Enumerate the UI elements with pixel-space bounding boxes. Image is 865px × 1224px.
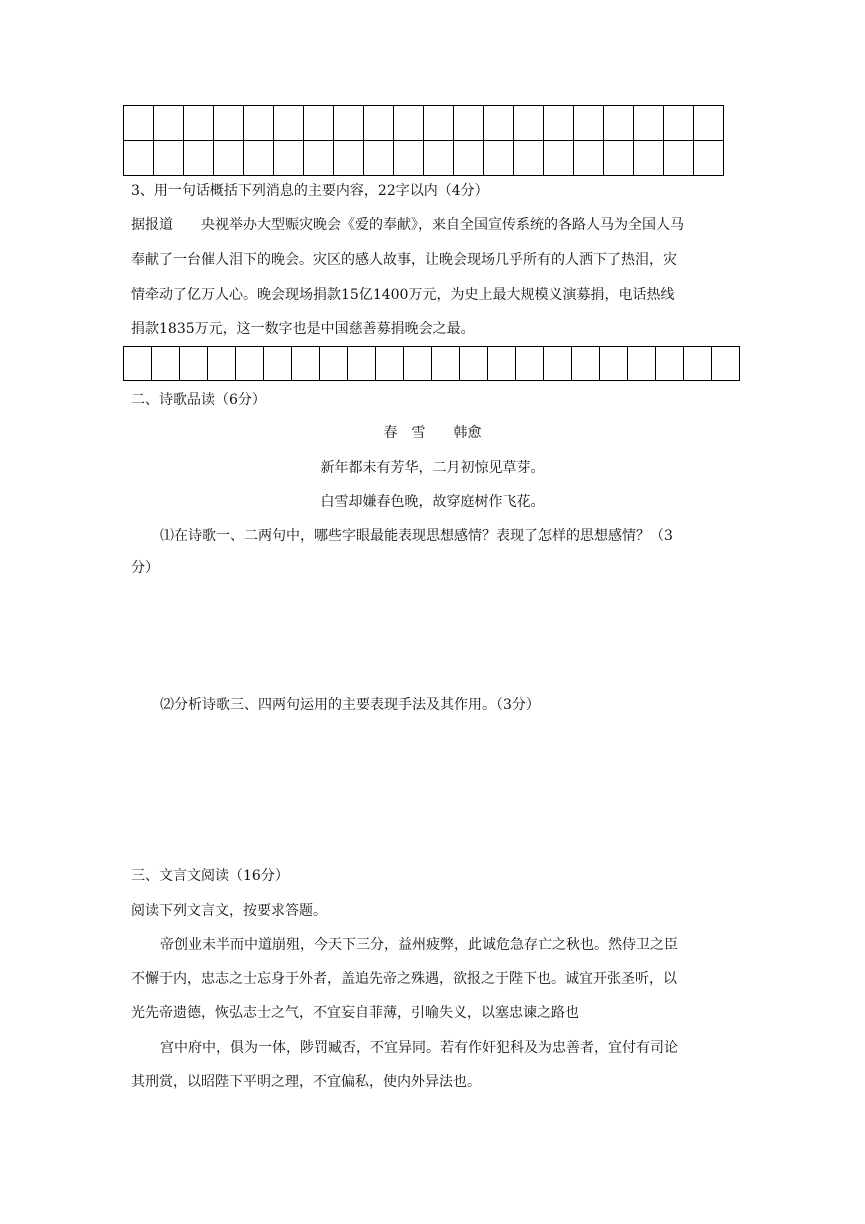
answer-cell: [484, 141, 514, 176]
poem-question-1-line-2: 分）: [131, 560, 159, 576]
answer-cell: [214, 141, 244, 176]
grid-row: [124, 106, 724, 141]
grid-row: [124, 141, 724, 176]
grid-row: [124, 347, 740, 381]
answer-cell: [404, 347, 432, 381]
answer-cell: [274, 106, 304, 141]
answer-cell: [544, 141, 574, 176]
answer-cell: [604, 106, 634, 141]
answer-cell: [664, 141, 694, 176]
answer-cell: [488, 347, 516, 381]
classical-text-line-4: 宫中府中，俱为一体，陟罚臧否，不宜异同。若有作奸犯科及为忠善者，宜付有司论: [160, 1040, 678, 1056]
answer-cell: [304, 106, 334, 141]
answer-cell: [424, 141, 454, 176]
classical-text-line-2: 不懈于内，忠志之士忘身于外者，盖追先帝之殊遇，欲报之于陛下也。诚宜开张圣听，以: [131, 971, 677, 987]
answer-cell: [684, 347, 712, 381]
answer-grid-q3: [123, 346, 740, 381]
answer-cell: [394, 141, 424, 176]
answer-cell: [484, 106, 514, 141]
q3-text-line-2: 奉献了一台催人泪下的晚会。灾区的感人故事，让晚会现场几乎所有的人洒下了热泪，灾: [131, 252, 677, 268]
answer-cell: [454, 141, 484, 176]
answer-cell: [604, 141, 634, 176]
answer-cell: [274, 141, 304, 176]
classical-text-line-3: 光先帝遗德，恢弘志士之气，不宜妄自菲薄，引喻失义，以塞忠谏之路也: [131, 1005, 579, 1021]
poem-section-heading: 二、诗歌品读（6分）: [131, 392, 266, 408]
answer-cell: [460, 347, 488, 381]
poem-verse-1: 新年都未有芳华，二月初惊见草芽。: [320, 460, 545, 476]
answer-cell: [656, 347, 684, 381]
answer-cell: [574, 106, 604, 141]
answer-cell: [664, 106, 694, 141]
classical-section-heading: 三、文言文阅读（16分）: [131, 868, 289, 884]
answer-cell: [208, 347, 236, 381]
answer-cell: [634, 106, 664, 141]
classical-instruction: 阅读下列文言文，按要求答题。: [131, 903, 327, 919]
answer-cell: [244, 141, 274, 176]
answer-cell: [634, 141, 664, 176]
poem-title: 春 雪 韩愈: [383, 425, 482, 441]
answer-cell: [544, 347, 572, 381]
answer-cell: [572, 347, 600, 381]
answer-cell: [264, 347, 292, 381]
answer-cell: [348, 347, 376, 381]
answer-cell: [514, 141, 544, 176]
answer-cell: [694, 106, 724, 141]
answer-cell: [184, 141, 214, 176]
answer-cell: [574, 141, 604, 176]
answer-cell: [214, 106, 244, 141]
answer-cell: [184, 106, 214, 141]
poem-verse-2: 白雪却嫌春色晚，故穿庭树作飞花。: [320, 494, 545, 510]
q3-text-line-3: 情牵动了亿万人心。晚会现场捐款15亿1400万元，为史上最大规模义演募捐，电话热线: [131, 287, 675, 303]
answer-cell: [124, 347, 152, 381]
answer-cell: [180, 347, 208, 381]
q3-text-line-4: 捐款1835万元，这一数字也是中国慈善募捐晚会之最。: [131, 321, 475, 337]
answer-cell: [454, 106, 484, 141]
answer-cell: [628, 347, 656, 381]
q3-text-line-1: 据报道 央视举办大型赈灾晚会《爱的奉献》，来自全国宣传系统的各路人马为全国人马: [131, 217, 684, 233]
answer-cell: [514, 106, 544, 141]
answer-cell: [516, 347, 544, 381]
answer-cell: [376, 347, 404, 381]
q3-heading: 3、用一句话概括下列消息的主要内容，22字以内（4分）: [131, 183, 489, 199]
answer-cell: [334, 141, 364, 176]
answer-cell: [304, 141, 334, 176]
answer-cell: [334, 106, 364, 141]
answer-cell: [712, 347, 740, 381]
answer-cell: [292, 347, 320, 381]
poem-question-1-line-1: ⑴在诗歌一、二两句中，哪些字眼最能表现思想感情？表现了怎样的思想感情？（3: [160, 528, 673, 544]
answer-cell: [236, 347, 264, 381]
answer-cell: [124, 106, 154, 141]
answer-cell: [424, 106, 454, 141]
answer-cell: [154, 141, 184, 176]
classical-text-line-1: 帝创业未半而中道崩殂，今天下三分，益州疲弊，此诚危急存亡之秋也。然侍卫之臣: [160, 937, 678, 953]
answer-cell: [364, 106, 394, 141]
poem-question-2: ⑵分析诗歌三、四两句运用的主要表现手法及其作用。（3分）: [160, 697, 540, 713]
answer-cell: [544, 106, 574, 141]
answer-cell: [124, 141, 154, 176]
answer-cell: [154, 106, 184, 141]
answer-cell: [600, 347, 628, 381]
answer-cell: [244, 106, 274, 141]
answer-cell: [364, 141, 394, 176]
answer-grid-top: [123, 105, 724, 176]
answer-cell: [394, 106, 424, 141]
answer-cell: [432, 347, 460, 381]
answer-cell: [694, 141, 724, 176]
answer-cell: [320, 347, 348, 381]
answer-cell: [152, 347, 180, 381]
classical-text-line-5: 其刑赏，以昭陛下平明之理，不宜偏私，使内外异法也。: [131, 1074, 481, 1090]
